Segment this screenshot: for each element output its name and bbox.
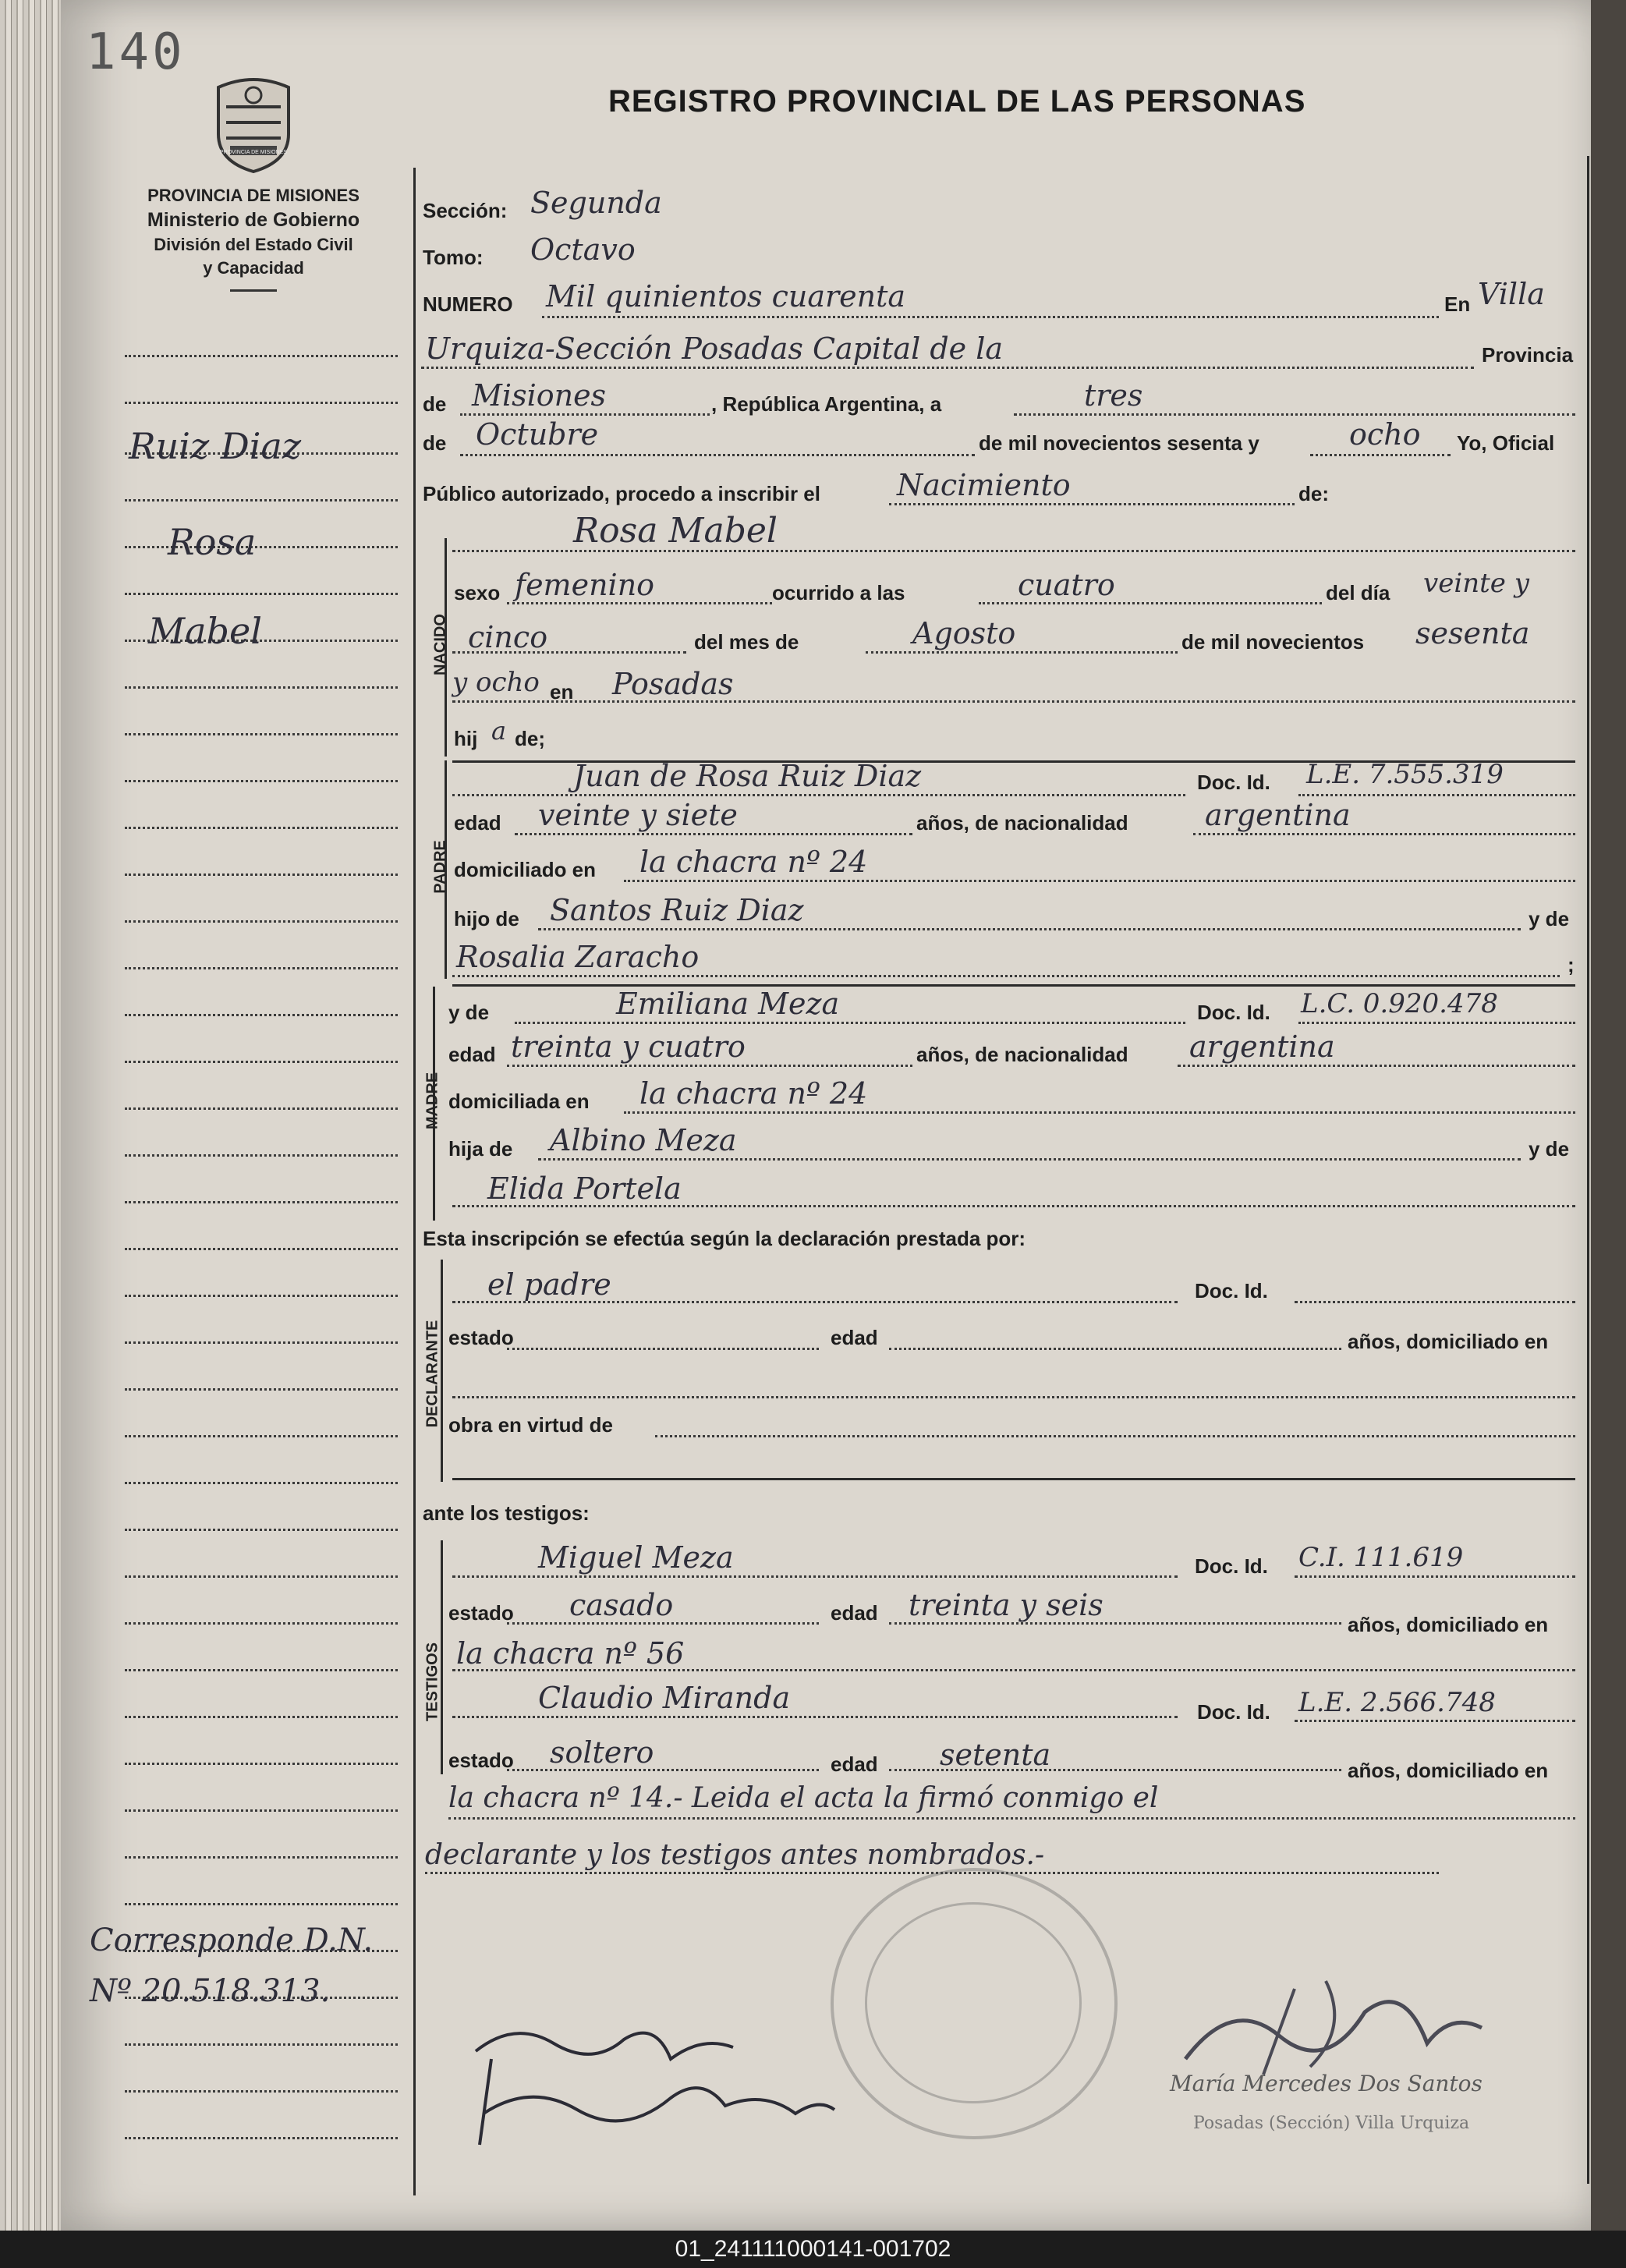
testigo2-doc-label: Doc. Id. — [1197, 1700, 1270, 1724]
madre-y-de-label-2: y de — [1529, 1137, 1570, 1161]
cierre-line-2: declarante y los testigos antes nombrados.- — [425, 1839, 1045, 1871]
nacido-nombre: Rosa Mabel — [573, 511, 778, 551]
padre-nombre-line — [452, 794, 1185, 796]
seccion-label: Sección: — [423, 199, 508, 222]
declarante-bottom-rule — [452, 1478, 1575, 1480]
provincial-seal-icon — [211, 72, 296, 173]
declarante-estado-line — [507, 1348, 819, 1350]
obra-line — [655, 1435, 1575, 1437]
madre-edad-label: edad — [448, 1043, 496, 1066]
testigo1-dom-line — [452, 1669, 1575, 1671]
declarante-side-label: DECLARANTE — [423, 1320, 441, 1428]
testigo1-doc: C.I. 111.619 — [1298, 1542, 1464, 1573]
madre-nacionalidad: argentina — [1189, 1029, 1335, 1064]
numero-line — [542, 316, 1439, 318]
publico-label: Público autorizado, procedo a inscribir el — [423, 482, 820, 505]
padre-side-label: PADRE — [431, 840, 449, 894]
place-line — [421, 367, 1474, 369]
testigo1-estado-line — [507, 1622, 819, 1625]
margin-name-1: Rosa — [168, 521, 257, 563]
org-capacity: y Capacidad — [203, 258, 304, 278]
page-title: REGISTRO PROVINCIAL DE LAS PERSONAS — [608, 84, 1306, 119]
declarante-doc-label: Doc. Id. — [1195, 1279, 1268, 1302]
signature-parent — [468, 2012, 858, 2156]
main-left-rule — [413, 168, 416, 2195]
de-mil-label: de mil novecientos sesenta y — [979, 431, 1259, 455]
testigo1-nombre: Miguel Meza — [538, 1540, 734, 1575]
republica-label: , República Argentina, a — [711, 392, 942, 416]
de-colon-label: de: — [1298, 482, 1329, 505]
padre-dom-line — [624, 880, 1575, 882]
provincia-value: Misiones — [472, 378, 607, 413]
del-dia-label: del día — [1326, 581, 1390, 604]
madre-doc: L.C. 0.920.478 — [1301, 988, 1498, 1019]
anio-inscripcion: ocho — [1349, 417, 1421, 452]
signature-official — [1170, 1965, 1497, 2086]
testigo2-estado-label: estado — [448, 1749, 514, 1772]
madre-madre-line — [452, 1205, 1575, 1207]
padre-nombre: Juan de Rosa Ruiz Diaz — [573, 759, 922, 793]
padre-doc: L.E. 7.555.319 — [1306, 759, 1504, 790]
dia-line — [1014, 413, 1575, 416]
padre-edad: veinte y siete — [538, 798, 738, 832]
cierre-line-1: la chacra nº 14.- Leida el acta la firmó conmigo el — [448, 1782, 1159, 1814]
madre-nombre: Emiliana Meza — [616, 987, 840, 1021]
madre-dom-label: domiciliada en — [448, 1090, 590, 1113]
acto-line — [889, 503, 1295, 505]
de-semi-label: de; — [515, 727, 545, 750]
testigo2-estado: soltero — [550, 1735, 654, 1770]
testigo2-nombre: Claudio Miranda — [538, 1681, 791, 1715]
margin-surname: Ruiz Diaz — [129, 425, 302, 467]
madre-y-de-label: y de — [448, 1001, 490, 1024]
ocurrido-label: ocurrido a las — [772, 581, 905, 604]
madre-side-label: MADRE — [423, 1072, 441, 1130]
madre-dom-line — [624, 1111, 1575, 1114]
testigo1-anos-label: años, domiciliado en — [1348, 1613, 1549, 1636]
mes-nac-value: Agosto — [912, 616, 1016, 650]
testigo1-edad: treinta y seis — [909, 1588, 1103, 1622]
padre-nac-line — [1193, 833, 1575, 835]
lugar-nac-value: Posadas — [612, 667, 734, 701]
en-2-label: en — [550, 680, 574, 703]
madre-madre: Elida Portela — [487, 1171, 682, 1206]
tomo-label: Tomo: — [423, 246, 484, 269]
testigo1-estado: casado — [569, 1588, 674, 1622]
de-label-1: de — [423, 392, 447, 416]
org-ministry: Ministerio de Gobierno — [147, 209, 360, 231]
mes-line — [460, 454, 975, 456]
anio-nac-b: y ocho — [452, 667, 540, 698]
cierre-1-line — [448, 1817, 1575, 1820]
sexo-value: femenino — [515, 568, 655, 602]
tomo-value: Octavo — [530, 232, 636, 267]
padre-doc-label: Doc. Id. — [1197, 771, 1270, 794]
madre-edad-line — [507, 1065, 912, 1067]
padre-hijo-label: hijo de — [454, 907, 519, 930]
provincia-line — [460, 413, 710, 416]
seccion-value: Segunda — [530, 186, 662, 220]
official-stamp — [831, 1868, 1118, 2139]
padre-doc-line — [1298, 794, 1575, 796]
image-id-footer: 01_241111000141-001702 — [0, 2231, 1626, 2268]
testigo1-domicilio: la chacra nº 56 — [456, 1636, 685, 1671]
padre-madre: Rosalia Zaracho — [456, 940, 700, 974]
dia-nac-line — [452, 651, 686, 654]
dia-nac-a: veinte y — [1423, 568, 1529, 599]
mes-inscripcion: Octubre — [476, 417, 599, 452]
madre-domicilio: la chacra nº 24 — [639, 1076, 868, 1111]
del-mes-label: del mes de — [694, 630, 799, 654]
org-underline — [230, 289, 277, 292]
anio-nac-a: sesenta — [1415, 616, 1530, 650]
madre-nombre-line — [515, 1022, 1185, 1024]
madre-anos-label: años, de nacionalidad — [916, 1043, 1128, 1066]
testigo2-doc-line — [1295, 1720, 1575, 1722]
padre-edad-line — [515, 833, 912, 835]
yo-oficial-label: Yo, Oficial — [1457, 431, 1555, 455]
declarante-anos-label: años, domiciliado en — [1348, 1330, 1549, 1353]
hora-line — [979, 602, 1322, 604]
testigo2-anos-label: años, domiciliado en — [1348, 1759, 1549, 1782]
nombre-line — [452, 550, 1575, 552]
nacido-side-label: NACIDO — [431, 614, 449, 675]
padre-hijo-line — [538, 928, 1521, 930]
testigos-side-label: TESTIGOS — [423, 1642, 441, 1722]
madre-nac-line — [1178, 1065, 1575, 1067]
hij-suffix: a — [491, 716, 507, 746]
hij-label: hij — [454, 727, 478, 750]
padre-hijo-de: Santos Ruiz Diaz — [550, 893, 804, 927]
testigo2-edad: setenta — [940, 1738, 1051, 1772]
declarante-estado-label: estado — [448, 1326, 514, 1349]
margin-note-1: Corresponde D.N. — [90, 1922, 374, 1958]
anio-line — [1310, 454, 1451, 456]
padre-dom-label: domiciliado en — [454, 858, 597, 881]
testigo1-edad-line — [889, 1622, 1341, 1625]
esta-inscripcion-label: Esta inscripción se efectúa según la declaración prestada por: — [423, 1227, 1026, 1250]
en-label: En — [1444, 292, 1471, 316]
acto-value: Nacimiento — [897, 468, 1071, 502]
org-division: División del Estado Civil — [154, 235, 353, 254]
testigo1-edad-label: edad — [831, 1601, 878, 1625]
testigo2-edad-label: edad — [831, 1752, 878, 1776]
main-right-rule — [1587, 156, 1589, 2184]
mes-nac-line — [866, 651, 1178, 654]
padre-semicolon: ; — [1568, 953, 1575, 976]
declarante-line — [452, 1301, 1178, 1303]
padre-anos-label: años, de nacionalidad — [916, 811, 1128, 835]
padre-edad-label: edad — [454, 811, 501, 835]
sexo-label: sexo — [454, 581, 501, 604]
seal-text: PROVINCIA DE MISIONES — [220, 150, 287, 155]
testigo1-doc-line — [1295, 1575, 1575, 1578]
place-continuation: Urquiza-Sección Posadas Capital de la — [425, 331, 1004, 366]
dia-inscripcion: tres — [1084, 378, 1143, 413]
madre-hija-line — [538, 1158, 1521, 1161]
official-name: María Mercedes Dos Santos — [1170, 2071, 1483, 2096]
declarante-doc-line — [1295, 1301, 1575, 1303]
madre-doc-line — [1298, 1022, 1575, 1024]
madre-hija-de: Albino Meza — [550, 1123, 737, 1157]
org-province: PROVINCIA DE MISIONES — [147, 186, 360, 205]
de-mil-2-label: de mil novecientos — [1181, 630, 1365, 654]
page-number: 140 — [86, 23, 186, 81]
obra-label: obra en virtud de — [448, 1413, 613, 1437]
padre-domicilio: la chacra nº 24 — [639, 845, 868, 879]
de-label-2: de — [423, 431, 447, 455]
madre-hija-label: hija de — [448, 1137, 513, 1161]
dia-nac-b: cinco — [468, 620, 548, 654]
testigo2-estado-line — [507, 1769, 819, 1771]
numero-label: NUMERO — [423, 292, 513, 316]
madre-doc-label: Doc. Id. — [1197, 1001, 1270, 1024]
en-place: Villa — [1478, 277, 1545, 311]
sexo-line — [507, 602, 772, 604]
hora-value: cuatro — [1018, 568, 1115, 602]
testigo2-doc: L.E. 2.566.748 — [1298, 1687, 1496, 1718]
testigo1-line — [452, 1575, 1178, 1578]
testigo1-doc-label: Doc. Id. — [1195, 1554, 1268, 1578]
padre-madre-line — [452, 975, 1560, 977]
declarante-edad-label: edad — [831, 1326, 878, 1349]
testigo2-line — [452, 1716, 1178, 1718]
declarante-nombre: el padre — [487, 1267, 611, 1302]
numero-value: Mil quinientos cuarenta — [546, 279, 906, 314]
declarante-edad-line — [889, 1348, 1341, 1350]
margin-name-2: Mabel — [148, 610, 262, 652]
padre-y-de-label: y de — [1529, 907, 1570, 930]
official-line2: Posadas (Sección) Villa Urquiza — [1193, 2114, 1470, 2133]
testigo1-estado-label: estado — [448, 1601, 514, 1625]
margin-note-2: Nº 20.518.313. — [90, 1973, 331, 2009]
book-right-edge — [1591, 0, 1626, 2231]
madre-edad: treinta y cuatro — [511, 1029, 746, 1064]
padre-nacionalidad: argentina — [1205, 798, 1351, 832]
declarante-dom-line — [452, 1396, 1575, 1398]
lugar-line — [452, 700, 1575, 703]
testigo2-edad-line — [889, 1769, 1341, 1771]
provincia-label: Provincia — [1482, 343, 1574, 367]
ante-label: ante los testigos: — [423, 1501, 590, 1525]
